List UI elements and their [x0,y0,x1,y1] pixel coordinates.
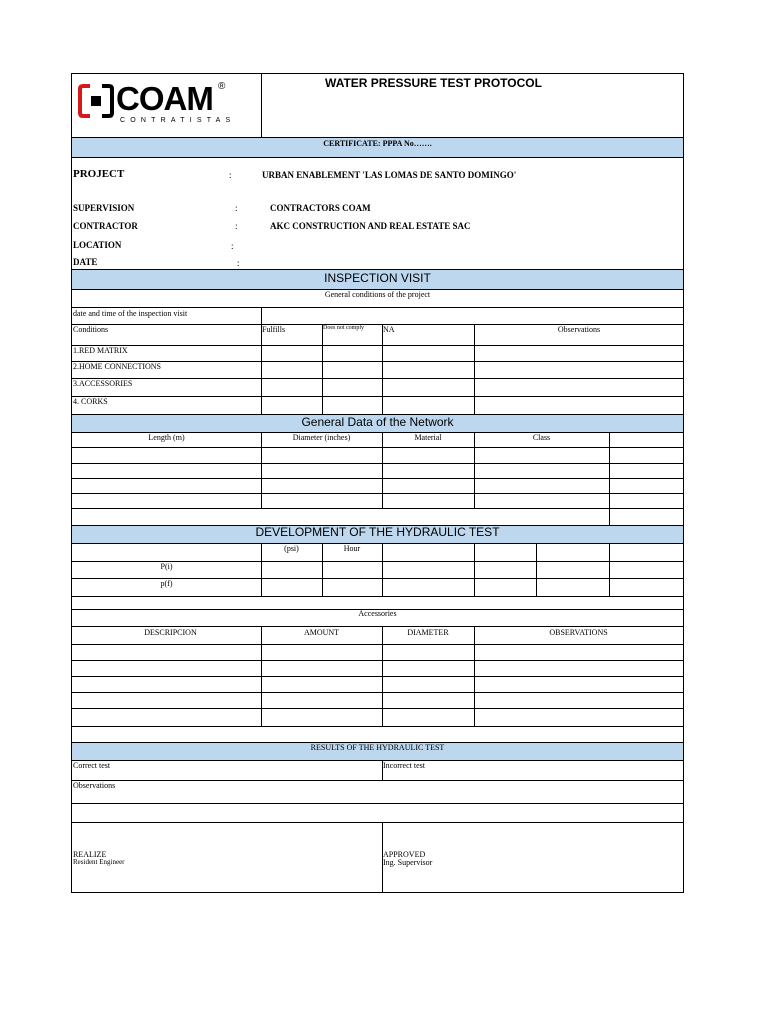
date-time-label: date and time of the inspection visit [73,309,188,318]
results-title: RESULTS OF THE HYDRAULIC TEST [310,743,445,752]
approved-role: Ing. Supervisor [383,858,433,867]
accessories-label: Accessories [358,609,397,618]
logo-subtitle: CONTRATISTAS [120,117,236,124]
incorrect-test: Incorrect test [383,761,425,770]
supervision-value: CONTRACTORS COAM [270,203,371,213]
date-colon: : [237,258,240,268]
coam-logo-mark [78,83,114,119]
col-na: NA [383,325,395,334]
contractor-colon: : [235,221,238,231]
location-colon: : [231,241,234,251]
net-col-class: Class [532,433,551,442]
correct-test: Correct test [73,761,111,770]
inspection-title: INSPECTION VISIT [324,271,431,285]
net-col-material: Material [414,433,442,442]
project-label: PROJECT [73,168,125,180]
contractor-value: AKC CONSTRUCTION AND REAL ESTATE SAC [270,221,471,231]
hydraulic-title: DEVELOPMENT OF THE HYDRAULIC TEST [255,525,500,539]
date-label: DATE [73,257,98,267]
contractor-label: CONTRACTOR [73,221,138,231]
logo-text: COAM [116,80,213,117]
acc-col-descripcion: DESCRIPCION [144,628,197,637]
psi-label: (psi) [284,544,299,553]
net-col-diameter: Diameter (inches) [292,433,351,442]
approved-label: APPROVED [383,850,426,859]
cond-red-matrix: 1.RED MATRIX [73,346,128,355]
general-conditions: General conditions of the project [324,290,431,299]
location-label: LOCATION [73,240,122,250]
coam-logo [78,79,236,131]
col-does-not-comply: Does not comply [323,325,364,331]
col-conditions: Conditions [73,325,109,334]
logo-registered: ® [218,81,226,92]
network-title: General Data of the Network [301,415,454,429]
col-fulfills: Fulfills [262,325,286,334]
supervision-colon: : [235,203,238,213]
acc-col-amount: AMOUNT [303,628,340,637]
protocol-form [71,73,684,893]
cond-home-connections: 2.HOME CONNECTIONS [73,362,161,371]
pf-label: p(f) [160,579,173,588]
supervision-label: SUPERVISION [73,203,135,213]
cond-accessories: 3.ACCESSORIES [73,379,133,388]
certificate: CERTIFICATE: PPPA No……. [323,139,432,148]
project-colon: : [229,170,232,180]
results-observations: Observations [73,781,116,790]
pi-label: P(i) [160,562,173,571]
realize-label: REALIZE [73,850,107,859]
form-title: WATER PRESSURE TEST PROTOCOL [325,76,542,90]
hour-label: Hour [343,544,361,553]
net-col-length: Length (m) [148,433,185,442]
acc-col-diameter: DIAMETER [407,628,449,637]
cond-corks: 4. CORKS [73,397,108,406]
project-value: URBAN ENABLEMENT 'LAS LOMAS DE SANTO DOMINGO' [262,170,517,180]
col-observations: Observations [557,325,601,334]
acc-col-observations: OBSERVATIONS [549,628,608,637]
realize-role: Resident Engineer [73,858,125,866]
